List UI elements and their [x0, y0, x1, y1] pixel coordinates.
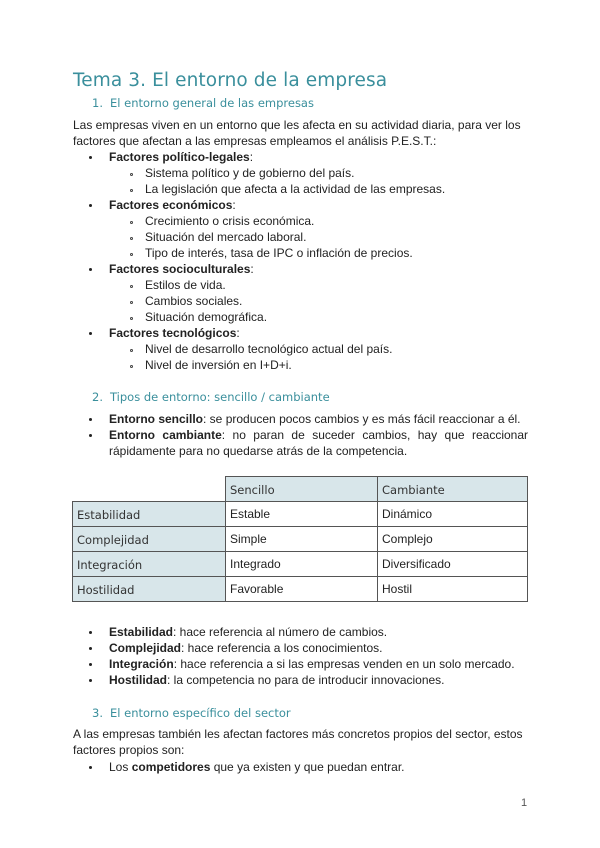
factor-item: Factores socioculturales: Estilos de vida. Cambios sociales. Situación demográfica.: [73, 261, 528, 325]
factor-subitems: [109, 341, 528, 373]
page-title: Tema 3. El entorno de la empresa: [73, 70, 388, 91]
table-cell: Dinámico: [378, 502, 528, 527]
pest-factor-list: [73, 149, 528, 373]
factor-subitem: Nivel de desarrollo tecnológico actual del país.: [109, 341, 528, 357]
page-number: 1: [521, 797, 528, 809]
definition-item: Complejidad: hace referencia a los conocimientos.: [73, 640, 528, 656]
factor-item: Factores tecnológicos: Nivel de desarrollo tecnológico actual del país. Nivel de inversión en I+D+i.: [73, 325, 528, 373]
factor-subitems: [109, 213, 528, 261]
table-cell: Complejo: [378, 527, 528, 552]
factor-subitem: Situación del mercado laboral.: [109, 229, 528, 245]
factor-subitem: Nivel de inversión en I+D+i.: [109, 357, 528, 373]
factor-label: Factores tecnológicos: [109, 326, 237, 340]
section-3-heading: [92, 706, 291, 720]
factor-subitem: Tipo de interés, tasa de IPC o inflación de precios.: [109, 245, 528, 261]
table-cell: Integrado: [226, 552, 378, 577]
table-row-header: Estabilidad: [73, 502, 226, 527]
factor-subitems: [109, 165, 528, 197]
table-row: [73, 577, 528, 602]
table-cell: Simple: [226, 527, 378, 552]
section-3-number: 3.: [92, 706, 103, 720]
factor-label: Factores económicos: [109, 198, 233, 212]
definition-item: Estabilidad: hace referencia al número de cambios.: [73, 624, 528, 640]
table-corner-cell: [73, 477, 226, 502]
table-column-header: Sencillo: [226, 477, 378, 502]
section-1-number: 1.: [92, 96, 103, 110]
factor-subitem: Crecimiento o crisis económica.: [109, 213, 528, 229]
table-row-header: Hostilidad: [73, 577, 226, 602]
definition-list: [73, 624, 528, 688]
factor-subitem: Situación demográfica.: [109, 309, 528, 325]
section-3-intro: A las empresas también les afectan factores más concretos propios del sector, estos factores propios son:: [73, 727, 523, 757]
environment-type-item: Entorno sencillo: se producen pocos cambios y es más fácil reaccionar a él.: [73, 411, 528, 427]
factor-subitem: Cambios sociales.: [109, 293, 528, 309]
table-header-row: [73, 477, 528, 502]
factor-subitem: Sistema político y de gobierno del país.: [109, 165, 528, 181]
table-row: [73, 552, 528, 577]
section-1-heading: [92, 96, 314, 110]
factor-subitems: [109, 277, 528, 325]
table-row-header: Complejidad: [73, 527, 226, 552]
section-2-heading: [92, 390, 330, 404]
sector-factor-list: [73, 759, 528, 775]
factor-subitem: Estilos de vida.: [109, 277, 528, 293]
section-1-intro: Las empresas viven en un entorno que les afecta en su actividad diaria, para ver los factores que afectan a las empresas empleamos el análisis P.E.S.T.:: [73, 118, 521, 148]
sector-factor-item: Los competidores que ya existen y que puedan entrar.: [73, 759, 528, 775]
section-2-number: 2.: [92, 390, 103, 404]
environment-type-item: Entorno cambiante: no paran de suceder cambios, hay que reaccionar rápidamente para no quedarse atrás de la competencia.: [73, 427, 528, 459]
factor-subitem: La legislación que afecta a la actividad de las empresas.: [109, 181, 528, 197]
factor-label: Factores socioculturales: [109, 262, 251, 276]
section-2-title: Tipos de entorno: sencillo / cambiante: [110, 390, 330, 404]
environment-comparison-table: [72, 476, 528, 602]
table-cell: Diversificado: [378, 552, 528, 577]
table-cell: Favorable: [226, 577, 378, 602]
section-1-title: El entorno general de las empresas: [110, 96, 314, 110]
table-row: [73, 502, 528, 527]
table-cell: Estable: [226, 502, 378, 527]
definition-item: Integración: hace referencia a si las empresas venden en un solo mercado.: [73, 656, 528, 672]
table-row-header: Integración: [73, 552, 226, 577]
factor-item: Factores político-legales: Sistema político y de gobierno del país. La legislación que afecta a la actividad de las empresas.: [73, 149, 528, 197]
section-3-title: El entorno específico del sector: [110, 706, 291, 720]
table-row: [73, 527, 528, 552]
table-column-header: Cambiante: [378, 477, 528, 502]
definition-item: Hostilidad: la competencia no para de introducir innovaciones.: [73, 672, 528, 688]
factor-item: Factores económicos: Crecimiento o crisis económica. Situación del mercado laboral. Tipo de interés, tasa de IPC o inflación de precios.: [73, 197, 528, 261]
table-cell: Hostil: [378, 577, 528, 602]
factor-label: Factores político-legales: [109, 150, 250, 164]
environment-type-list: [73, 411, 528, 459]
